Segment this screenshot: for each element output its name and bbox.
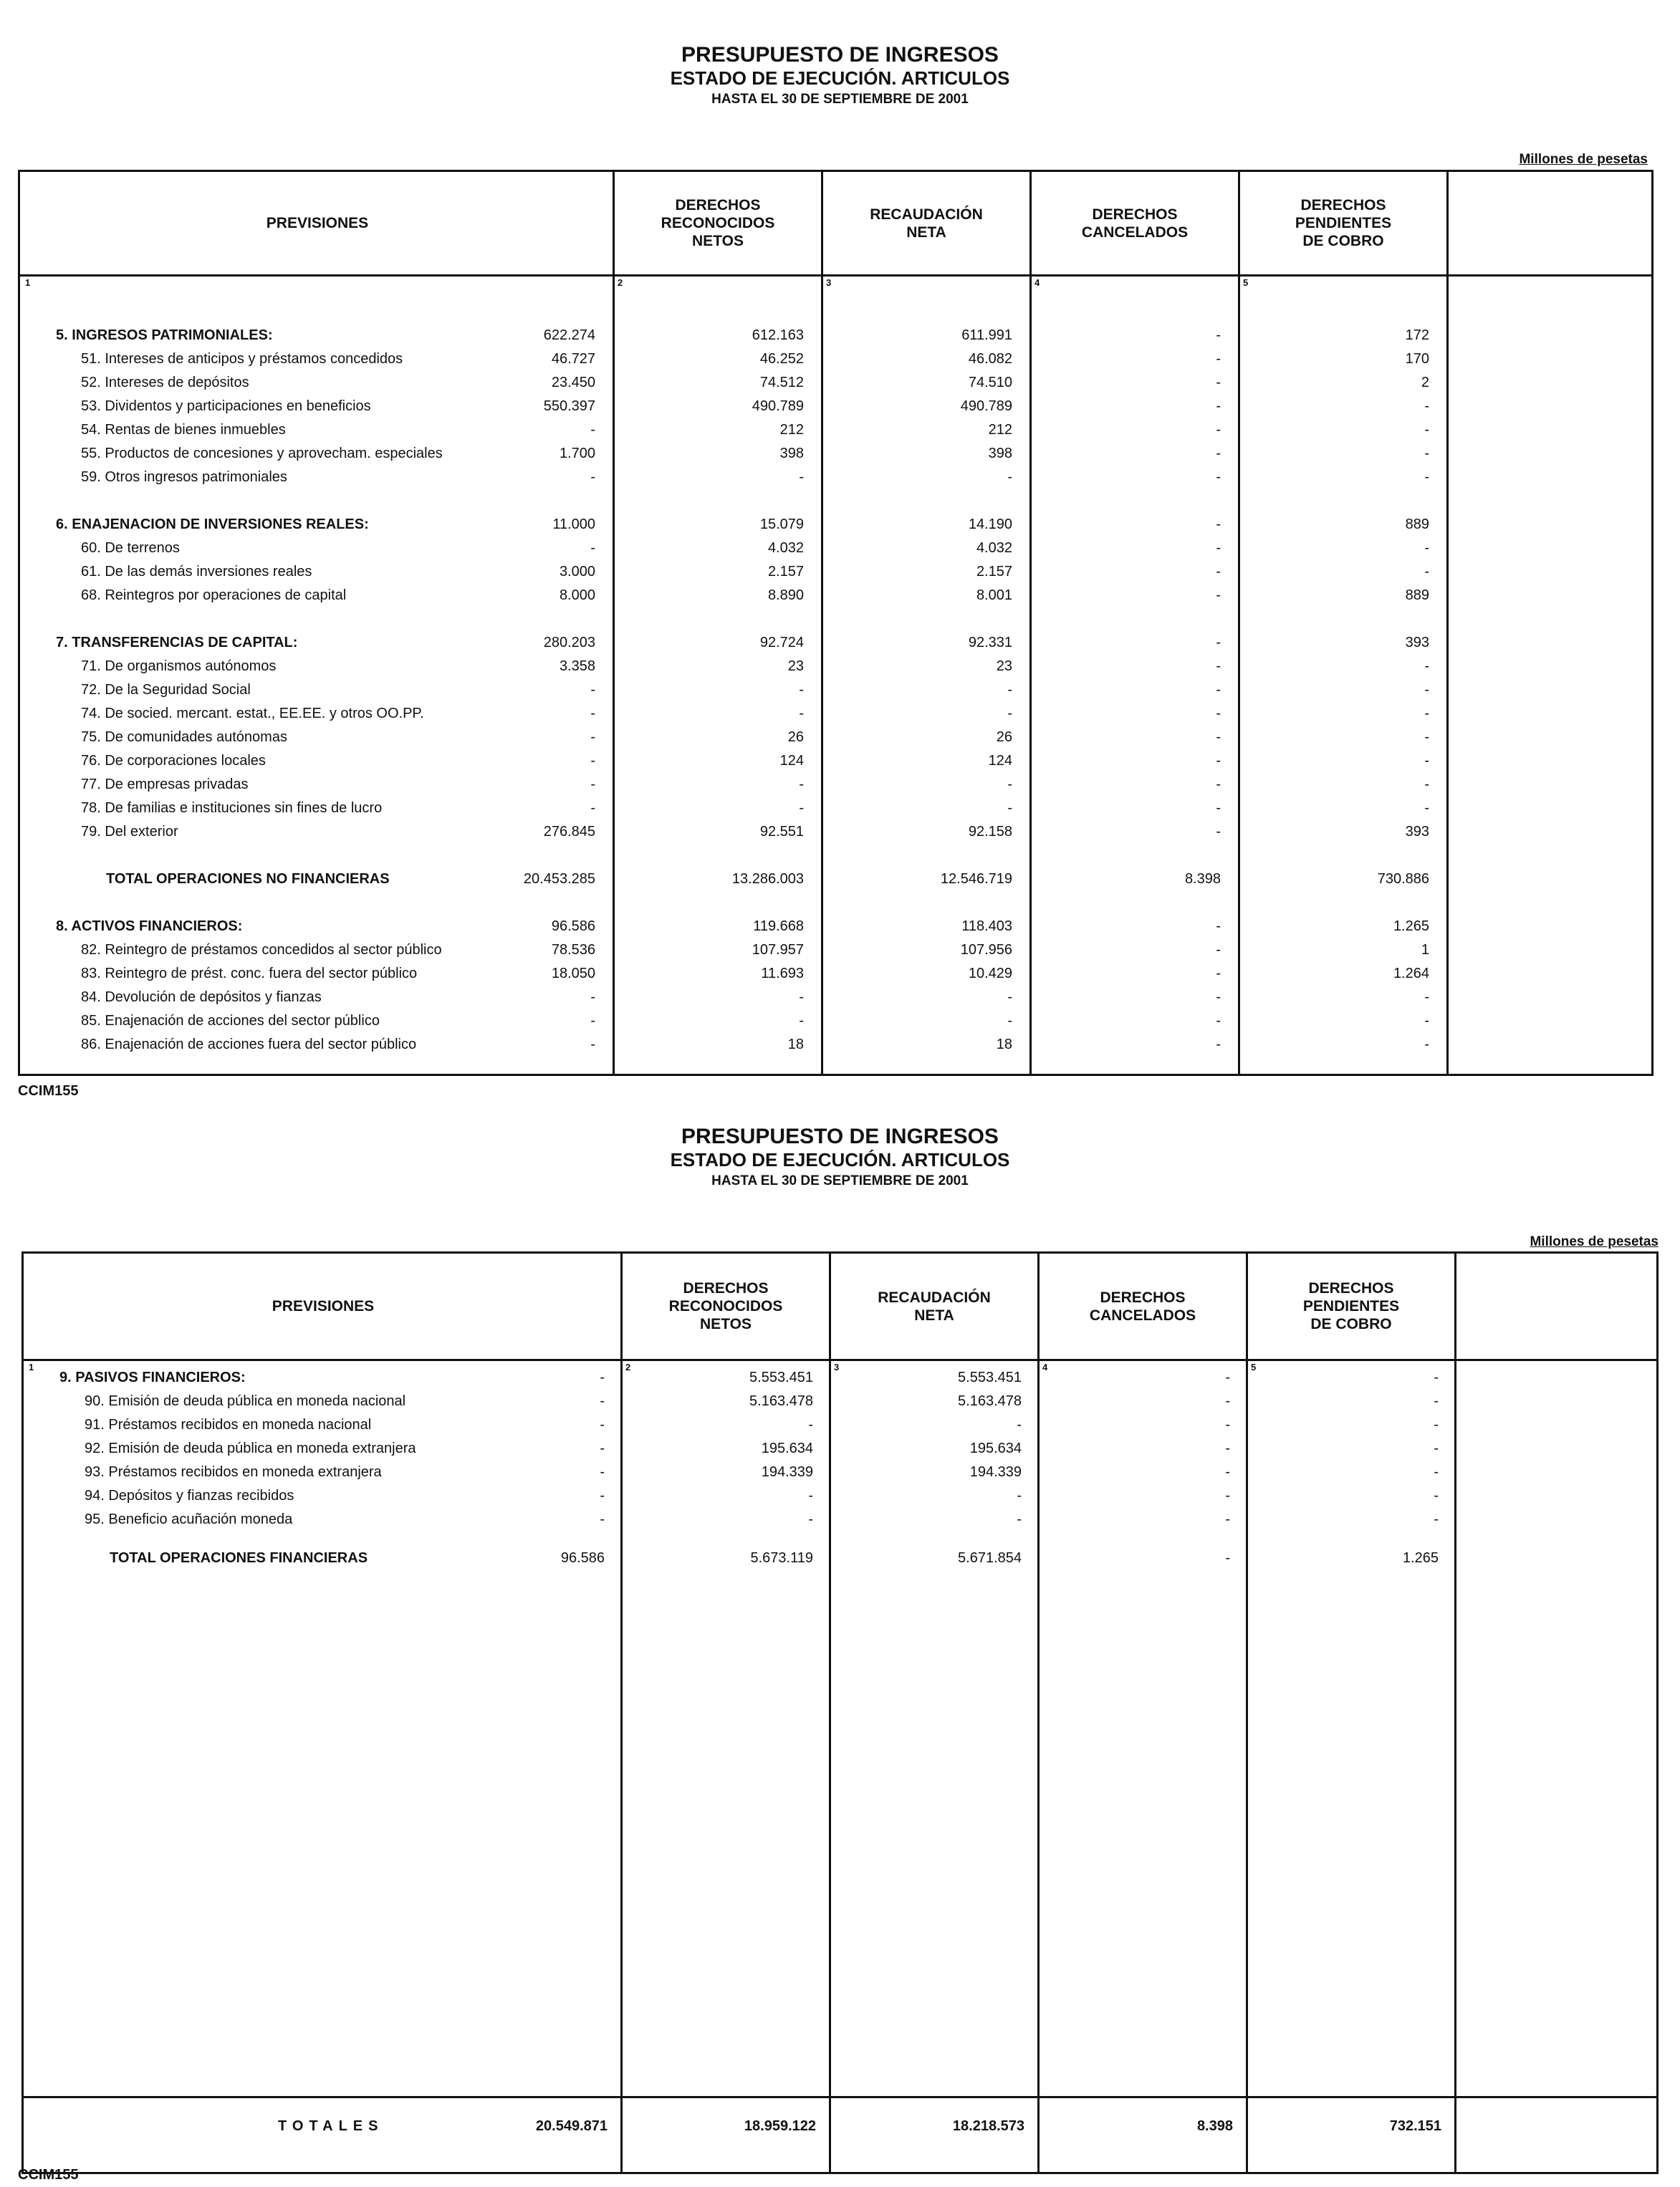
row-value: -: [1216, 540, 1221, 556]
row-value: -: [1434, 1464, 1439, 1480]
row-value: 26: [787, 729, 804, 745]
units-label: Millones de pesetas: [1519, 152, 1648, 167]
row-value: 889: [1405, 587, 1429, 603]
row-value: -: [1216, 469, 1221, 485]
row-value: 1.265: [1393, 918, 1429, 934]
row-value: 92.551: [759, 824, 804, 840]
column-number: 1: [25, 277, 31, 288]
row-label: 5. INGRESOS PATRIMONIALES:: [56, 327, 273, 343]
row-value: 393: [1405, 635, 1429, 650]
row-value: 18: [787, 1037, 804, 1052]
row-value: -: [1216, 706, 1221, 721]
row-value: -: [590, 777, 595, 792]
row-value: 23.450: [551, 375, 595, 390]
row-value: -: [590, 540, 595, 556]
column-number: 4: [1042, 1362, 1048, 1373]
row-value: -: [1007, 989, 1012, 1005]
row-label: 86. Enajenación de acciones fuera del sector público: [81, 1037, 417, 1052]
row-value: 10.429: [968, 966, 1012, 981]
totals-value: 20.549.871: [535, 2118, 608, 2134]
table-row: [24, 1485, 1656, 1506]
column-header: RECAUDACIÓN NETA: [878, 1289, 991, 1324]
table-row: [24, 1461, 1656, 1483]
row-value: 730.886: [1377, 871, 1429, 887]
row-value: -: [1216, 989, 1221, 1005]
table-row: [20, 395, 1651, 417]
table-row: [20, 561, 1651, 582]
row-value: 46.727: [551, 351, 595, 367]
row-value: 96.586: [551, 918, 595, 934]
row-value: -: [590, 706, 595, 721]
row-value: 74.512: [759, 375, 804, 390]
row-label: TOTAL OPERACIONES NO FINANCIERAS: [106, 871, 390, 887]
row-value: -: [590, 682, 595, 698]
row-value: -: [1216, 1013, 1221, 1029]
row-value: -: [1225, 1511, 1230, 1527]
section-row: [20, 868, 1651, 890]
row-label: 91. Préstamos recibidos en moneda nacional: [85, 1417, 372, 1433]
page-date: HASTA EL 30 DE SEPTIEMBRE DE 2001: [711, 92, 969, 107]
row-value: -: [1216, 375, 1221, 390]
row-value: -: [600, 1441, 605, 1456]
row-value: 398: [779, 446, 804, 461]
table-row: [24, 1390, 1656, 1412]
row-label: 61. De las demás inversiones reales: [81, 564, 312, 580]
table-row: [20, 774, 1651, 795]
row-value: 26: [996, 729, 1012, 745]
row-value: -: [1216, 753, 1221, 769]
footer-code: CCIM155: [18, 2167, 79, 2183]
row-value: -: [1424, 564, 1429, 580]
row-value: -: [1434, 1441, 1439, 1456]
footer-code: CCIM155: [18, 1083, 79, 1099]
row-label: 83. Reintegro de prést. conc. fuera del sector público: [81, 966, 418, 981]
page-subtitle: ESTADO DE EJECUCIÓN. ARTICULOS: [670, 67, 1010, 89]
row-label: 53. Dividentos y participaciones en beneficios: [81, 398, 371, 414]
row-value: -: [1225, 1393, 1230, 1409]
row-label: 76. De corporaciones locales: [81, 753, 266, 769]
row-value: -: [1216, 966, 1221, 981]
page-title: PRESUPUESTO DE INGRESOS: [681, 43, 999, 67]
row-value: 4.032: [767, 540, 804, 556]
row-value: -: [799, 1013, 804, 1029]
row-value: 2: [1421, 375, 1429, 390]
row-value: 12.546.719: [940, 871, 1012, 887]
column-number: 5: [1251, 1362, 1257, 1373]
row-value: -: [1434, 1488, 1439, 1504]
column-number: 1: [29, 1362, 34, 1373]
table-row: [20, 986, 1651, 1008]
row-value: 2.157: [976, 564, 1012, 580]
row-value: -: [1007, 469, 1012, 485]
row-label: 77. De empresas privadas: [81, 777, 249, 792]
row-value: -: [1216, 800, 1221, 816]
row-value: -: [1216, 446, 1221, 461]
row-value: 280.203: [543, 635, 595, 650]
row-value: -: [1424, 682, 1429, 698]
row-value: 611.991: [961, 327, 1012, 343]
row-value: -: [600, 1464, 605, 1480]
row-label: 7. TRANSFERENCIAS DE CAPITAL:: [56, 635, 298, 650]
row-label: 60. De terrenos: [81, 540, 180, 556]
row-value: 4.032: [976, 540, 1012, 556]
row-value: 3.000: [559, 564, 595, 580]
row-value: 78.536: [551, 942, 595, 958]
row-value: -: [590, 1037, 595, 1052]
row-value: 212: [779, 422, 804, 438]
row-label: 71. De organismos autónomos: [81, 658, 277, 674]
column-number: 3: [826, 277, 832, 288]
row-value: -: [1017, 1417, 1022, 1433]
totals-value: 18.218.573: [952, 2118, 1024, 2134]
row-label: 95. Beneficio acuñación moneda: [85, 1511, 293, 1527]
row-value: 119.668: [753, 918, 804, 934]
row-value: -: [1424, 540, 1429, 556]
row-label: 94. Depósitos y fianzas recibidos: [85, 1488, 294, 1504]
column-header: DERECHOS PENDIENTES DE COBRO: [1295, 197, 1392, 249]
row-value: 194.339: [761, 1464, 813, 1480]
row-value: -: [1225, 1370, 1230, 1385]
row-value: 107.957: [752, 942, 804, 958]
totals-label: TOTALES: [278, 2118, 384, 2134]
page-2: [0, 1117, 1680, 2187]
row-value: -: [799, 989, 804, 1005]
row-value: 18: [996, 1037, 1012, 1052]
row-value: -: [1216, 398, 1221, 414]
row-value: -: [1007, 800, 1012, 816]
row-value: -: [1424, 422, 1429, 438]
column-number: 2: [625, 1362, 631, 1373]
row-value: 490.789: [752, 398, 804, 414]
row-value: 13.286.003: [731, 871, 804, 887]
row-value: 5.671.854: [958, 1550, 1022, 1566]
row-value: -: [1017, 1488, 1022, 1504]
row-value: -: [1434, 1370, 1439, 1385]
column-header: PREVISIONES: [266, 215, 369, 231]
row-label: 68. Reintegros por operaciones de capital: [81, 587, 347, 603]
row-value: 5.553.451: [958, 1370, 1022, 1385]
row-value: 5.553.451: [749, 1370, 813, 1385]
row-label: 82. Reintegro de préstamos concedidos al sector público: [81, 942, 442, 958]
row-value: -: [1007, 777, 1012, 792]
row-value: 5.673.119: [750, 1550, 813, 1566]
row-value: 1.265: [1402, 1550, 1439, 1566]
row-value: 118.403: [961, 918, 1012, 934]
row-value: -: [1007, 1013, 1012, 1029]
table-row: [24, 1438, 1656, 1459]
totals-value: 18.959.122: [744, 2118, 816, 2134]
totals-row: [24, 2115, 1656, 2137]
totals-value: 8.398: [1196, 2118, 1233, 2134]
row-value: 212: [988, 422, 1012, 438]
row-label: 90. Emisión de deuda pública en moneda nacional: [85, 1393, 406, 1409]
row-value: 889: [1405, 516, 1429, 532]
row-value: -: [1424, 729, 1429, 745]
row-value: -: [590, 729, 595, 745]
row-label: 92. Emisión de deuda pública en moneda extranjera: [85, 1441, 416, 1456]
row-value: 96.586: [560, 1550, 605, 1566]
row-label: 6. ENAJENACION DE INVERSIONES REALES:: [56, 516, 369, 532]
row-value: -: [808, 1417, 813, 1433]
row-value: 107.956: [960, 942, 1012, 958]
row-value: 92.158: [968, 824, 1012, 840]
row-value: 124: [779, 753, 804, 769]
column-header: DERECHOS CANCELADOS: [1081, 206, 1189, 241]
row-value: -: [1007, 706, 1012, 721]
column-number: 4: [1035, 277, 1040, 288]
row-value: 1: [1421, 942, 1429, 958]
table-row: [20, 726, 1651, 748]
row-value: 124: [988, 753, 1012, 769]
row-value: 1.264: [1393, 966, 1429, 981]
table-row: [20, 348, 1651, 370]
row-label: 85. Enajenación de acciones del sector público: [81, 1013, 380, 1029]
row-value: -: [1225, 1441, 1230, 1456]
row-value: -: [590, 1013, 595, 1029]
row-value: 612.163: [752, 327, 804, 343]
row-value: 23: [787, 658, 804, 674]
table-row: [20, 679, 1651, 701]
column-header: PREVISIONES: [272, 1298, 375, 1314]
row-value: -: [1225, 1488, 1230, 1504]
row-value: -: [1424, 1013, 1429, 1029]
row-value: -: [808, 1511, 813, 1527]
row-value: 8.398: [1184, 871, 1221, 887]
table-row: [24, 1414, 1656, 1436]
table-row: [20, 963, 1651, 984]
row-value: -: [1424, 706, 1429, 721]
row-value: 3.358: [559, 658, 595, 674]
row-value: 92.331: [968, 635, 1012, 650]
row-value: 15.079: [759, 516, 804, 532]
column-number: 5: [1243, 277, 1249, 288]
row-value: 46.082: [968, 351, 1012, 367]
page-title: PRESUPUESTO DE INGRESOS: [681, 1125, 999, 1148]
row-value: -: [1424, 1037, 1429, 1052]
row-label: 8. ACTIVOS FINANCIEROS:: [56, 918, 243, 934]
row-label: 79. Del exterior: [81, 824, 178, 840]
row-value: 8.000: [559, 587, 595, 603]
table-row: [20, 703, 1651, 724]
row-value: -: [1434, 1393, 1439, 1409]
row-label: 93. Préstamos recibidos en moneda extranjera: [85, 1464, 382, 1480]
row-value: -: [1225, 1464, 1230, 1480]
row-label: 51. Intereses de anticipos y préstamos concedidos: [81, 351, 403, 367]
row-value: 8.001: [976, 587, 1012, 603]
row-label: 74. De socied. mercant. estat., EE.EE. y otros OO.PP.: [81, 706, 424, 721]
row-value: -: [1424, 398, 1429, 414]
row-value: 276.845: [543, 824, 595, 840]
row-value: -: [808, 1488, 813, 1504]
row-value: -: [600, 1511, 605, 1527]
row-value: 393: [1405, 824, 1429, 840]
column-header: DERECHOS PENDIENTES DE COBRO: [1302, 1280, 1400, 1332]
row-value: -: [590, 422, 595, 438]
row-value: -: [1216, 777, 1221, 792]
table-row: [20, 655, 1651, 677]
row-label: 55. Productos de concesiones y aprovecham. especiales: [81, 446, 443, 461]
row-value: -: [799, 469, 804, 485]
row-value: -: [1225, 1550, 1230, 1566]
section-row: [24, 1547, 1656, 1569]
table-row: [20, 419, 1651, 441]
units-label: Millones de pesetas: [1530, 1234, 1659, 1249]
section-row: [24, 1367, 1656, 1388]
row-value: 14.190: [968, 516, 1012, 532]
table-row: [20, 821, 1651, 842]
row-value: 11.000: [552, 516, 595, 532]
section-row: [20, 514, 1651, 535]
row-label: 72. De la Seguridad Social: [81, 682, 251, 698]
row-value: -: [1216, 918, 1221, 934]
column-header: DERECHOS RECONOCIDOS NETOS: [661, 197, 775, 249]
row-value: -: [1216, 682, 1221, 698]
row-label: TOTAL OPERACIONES FINANCIERAS: [110, 1550, 368, 1566]
row-value: -: [799, 800, 804, 816]
page-date: HASTA EL 30 DE SEPTIEMBRE DE 2001: [711, 1173, 969, 1188]
table-row: [20, 797, 1651, 819]
row-value: -: [1216, 422, 1221, 438]
row-value: -: [1424, 989, 1429, 1005]
row-value: -: [1434, 1417, 1439, 1433]
row-value: -: [1216, 516, 1221, 532]
row-value: -: [1216, 658, 1221, 674]
row-value: -: [1424, 753, 1429, 769]
section-row: [20, 632, 1651, 653]
row-value: -: [600, 1417, 605, 1433]
table-row: [20, 372, 1651, 393]
row-value: -: [799, 706, 804, 721]
row-label: 84. Devolución de depósitos y fianzas: [81, 989, 322, 1005]
row-value: 490.789: [960, 398, 1012, 414]
row-value: -: [600, 1488, 605, 1504]
row-value: -: [600, 1370, 605, 1385]
row-value: 23: [996, 658, 1012, 674]
table-row: [20, 466, 1651, 488]
row-value: 194.339: [969, 1464, 1022, 1480]
row-value: -: [1216, 942, 1221, 958]
row-value: -: [590, 800, 595, 816]
row-value: -: [1424, 469, 1429, 485]
row-label: 78. De familias e instituciones sin fines de lucro: [81, 800, 383, 816]
row-value: 195.634: [969, 1441, 1022, 1456]
table-row: [20, 585, 1651, 606]
row-value: -: [1216, 1037, 1221, 1052]
row-value: -: [1017, 1511, 1022, 1527]
page-subtitle: ESTADO DE EJECUCIÓN. ARTICULOS: [670, 1149, 1010, 1171]
row-value: 20.453.285: [523, 871, 595, 887]
column-header: DERECHOS RECONOCIDOS NETOS: [668, 1280, 783, 1332]
row-value: -: [1424, 446, 1429, 461]
row-label: 59. Otros ingresos patrimoniales: [81, 469, 287, 485]
row-label: 52. Intereses de depósitos: [81, 375, 249, 390]
row-value: 5.163.478: [749, 1393, 813, 1409]
budget-table: [21, 1251, 1659, 2174]
row-value: -: [1216, 564, 1221, 580]
section-row: [20, 325, 1651, 346]
row-value: -: [590, 989, 595, 1005]
row-value: 550.397: [543, 398, 595, 414]
row-value: -: [1216, 351, 1221, 367]
row-value: 1.700: [559, 446, 595, 461]
column-header: DERECHOS CANCELADOS: [1089, 1289, 1196, 1324]
row-value: -: [1216, 729, 1221, 745]
table-row: [20, 750, 1651, 772]
column-number: 2: [618, 277, 623, 288]
row-value: -: [1216, 635, 1221, 650]
row-value: -: [1007, 682, 1012, 698]
row-value: 8.890: [767, 587, 804, 603]
row-value: -: [590, 469, 595, 485]
row-label: 54. Rentas de bienes inmuebles: [81, 422, 286, 438]
table-row: [20, 939, 1651, 961]
row-value: -: [1216, 824, 1221, 840]
row-label: 75. De comunidades autónomas: [81, 729, 287, 745]
row-value: -: [1225, 1417, 1230, 1433]
budget-table: [18, 170, 1653, 1076]
row-value: 170: [1405, 351, 1429, 367]
row-value: 92.724: [759, 635, 804, 650]
row-value: 398: [988, 446, 1012, 461]
row-value: -: [799, 682, 804, 698]
row-value: 74.510: [968, 375, 1012, 390]
table-row: [20, 443, 1651, 464]
table-row: [20, 537, 1651, 559]
row-value: -: [1434, 1511, 1439, 1527]
column-number: 3: [834, 1362, 840, 1373]
row-value: -: [590, 753, 595, 769]
row-value: -: [1424, 800, 1429, 816]
row-value: -: [600, 1393, 605, 1409]
row-value: 2.157: [767, 564, 804, 580]
row-value: -: [1424, 777, 1429, 792]
column-header: RECAUDACIÓN NETA: [870, 206, 983, 241]
row-value: -: [1216, 587, 1221, 603]
row-value: 172: [1405, 327, 1429, 343]
row-value: 195.634: [761, 1441, 813, 1456]
totals-value: 732.151: [1389, 2118, 1441, 2134]
table-row: [20, 1034, 1651, 1055]
row-value: -: [799, 777, 804, 792]
row-value: 11.693: [761, 966, 804, 981]
row-value: -: [1216, 327, 1221, 343]
row-value: 5.163.478: [958, 1393, 1022, 1409]
row-value: 18.050: [551, 966, 595, 981]
row-value: -: [1424, 658, 1429, 674]
row-value: 46.252: [759, 351, 804, 367]
section-row: [20, 915, 1651, 937]
table-row: [20, 1010, 1651, 1032]
row-value: 622.274: [543, 327, 595, 343]
table-row: [24, 1509, 1656, 1530]
row-label: 9. PASIVOS FINANCIEROS:: [59, 1370, 246, 1385]
